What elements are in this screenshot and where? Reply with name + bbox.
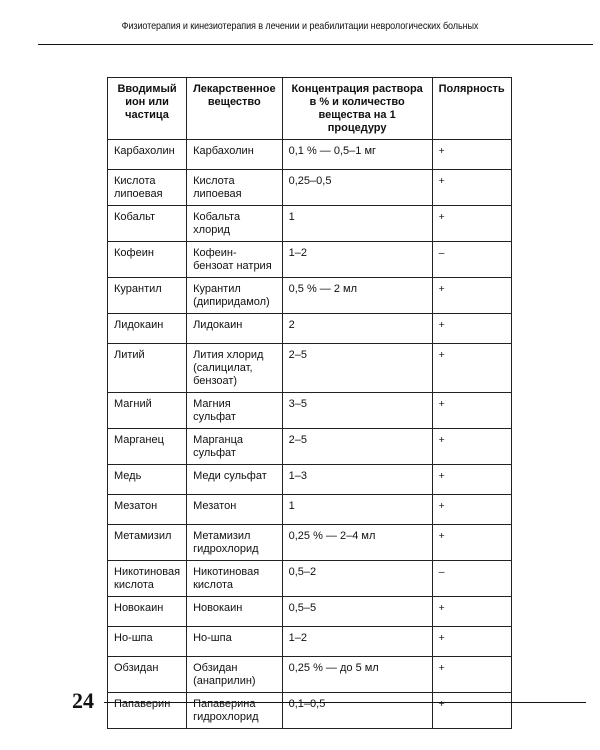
cell-drug: Кобальта хлорид [187,206,283,242]
cell-polarity: + [432,657,511,693]
cell-drug: Но-шпа [187,627,283,657]
cell-drug: Курантил (дипиридамол) [187,278,283,314]
table-row [108,314,512,344]
cell-ion: Литий [108,344,187,393]
cell-ion: Медь [108,465,187,495]
cell-concentration: 0,5 % — 2 мл [282,278,432,314]
cell-ion: Марганец [108,429,187,465]
table-row [108,140,512,170]
cell-polarity: + [432,170,511,206]
table-row [108,344,512,393]
table-row [108,242,512,278]
cell-concentration: 2–5 [282,344,432,393]
table-row [108,465,512,495]
table-row [108,495,512,525]
cell-polarity: + [432,429,511,465]
cell-polarity: + [432,206,511,242]
table-row [108,278,512,314]
column-header-concentration: Концентрация раствора в % и количество вещества на 1 процедуру [282,78,432,140]
table-row [108,525,512,561]
cell-drug: Карбахолин [187,140,283,170]
table-row [108,429,512,465]
cell-polarity: + [432,525,511,561]
cell-concentration: 0,5–5 [282,597,432,627]
cell-ion: Новокаин [108,597,187,627]
cell-ion: Магний [108,393,187,429]
cell-ion: Папаверин [108,693,187,729]
cell-drug: Новокаин [187,597,283,627]
cell-ion: Обзидан [108,657,187,693]
cell-concentration: 1 [282,495,432,525]
cell-ion: Но-шпа [108,627,187,657]
cell-concentration: 1–2 [282,627,432,657]
cell-concentration: 2–5 [282,429,432,465]
cell-concentration: 3–5 [282,393,432,429]
cell-drug: Метамизил гидрохлорид [187,525,283,561]
cell-polarity: + [432,597,511,627]
header-rule [38,44,593,45]
cell-ion: Лидокаин [108,314,187,344]
cell-concentration: 1–2 [282,242,432,278]
cell-drug: Кислота липоевая [187,170,283,206]
cell-polarity: + [432,627,511,657]
table-body [108,140,512,729]
running-header: Физиотерапия и кинезиотерапия в лечении и реабилитации неврологических больных [121,20,479,32]
table-row [108,693,512,729]
cell-polarity: + [432,693,511,729]
cell-drug: Мезатон [187,495,283,525]
footer-rule [104,702,586,703]
cell-polarity: + [432,278,511,314]
cell-concentration: 0,5–2 [282,561,432,597]
cell-ion: Карбахолин [108,140,187,170]
column-header-drug: Лекарственное вещество [187,78,283,140]
cell-polarity: + [432,465,511,495]
cell-drug: Лидокаин [187,314,283,344]
cell-polarity: – [432,561,511,597]
cell-polarity: + [432,344,511,393]
cell-drug: Марганца сульфат [187,429,283,465]
table-row [108,657,512,693]
cell-ion: Метамизил [108,525,187,561]
cell-ion: Кофеин [108,242,187,278]
table-row [108,597,512,627]
cell-concentration: 0,25 % — 2–4 мл [282,525,432,561]
cell-drug: Меди сульфат [187,465,283,495]
table-header-row [108,78,512,140]
cell-ion: Мезатон [108,495,187,525]
cell-concentration: 0,25 % — до 5 мл [282,657,432,693]
page-number: 24 [72,688,94,713]
cell-concentration: 2 [282,314,432,344]
table-row [108,170,512,206]
drug-table [107,77,512,729]
cell-polarity: + [432,140,511,170]
cell-concentration: 0,1 % — 0,5–1 мг [282,140,432,170]
cell-ion: Никотиновая кислота [108,561,187,597]
cell-drug: Магния сульфат [187,393,283,429]
cell-polarity: – [432,242,511,278]
cell-ion: Кислота липоевая [108,170,187,206]
column-header-ion: Вводимый ион или частица [108,78,187,140]
cell-drug: Лития хлорид (салицилат, бензоат) [187,344,283,393]
cell-polarity: + [432,495,511,525]
cell-ion: Кобальт [108,206,187,242]
cell-polarity: + [432,314,511,344]
cell-concentration: 0,25–0,5 [282,170,432,206]
cell-ion: Курантил [108,278,187,314]
cell-concentration: 1–3 [282,465,432,495]
table-row [108,206,512,242]
table-row [108,393,512,429]
table-row [108,561,512,597]
cell-drug: Папаверина гидрохлорид [187,693,283,729]
cell-concentration: 1 [282,206,432,242]
column-header-polarity: Полярность [432,78,511,140]
cell-drug: Обзидан (анаприлин) [187,657,283,693]
cell-concentration: 0,1–0,5 [282,693,432,729]
cell-polarity: + [432,393,511,429]
cell-drug: Кофеин-бензоат натрия [187,242,283,278]
table-row [108,627,512,657]
cell-drug: Никотиновая кислота [187,561,283,597]
